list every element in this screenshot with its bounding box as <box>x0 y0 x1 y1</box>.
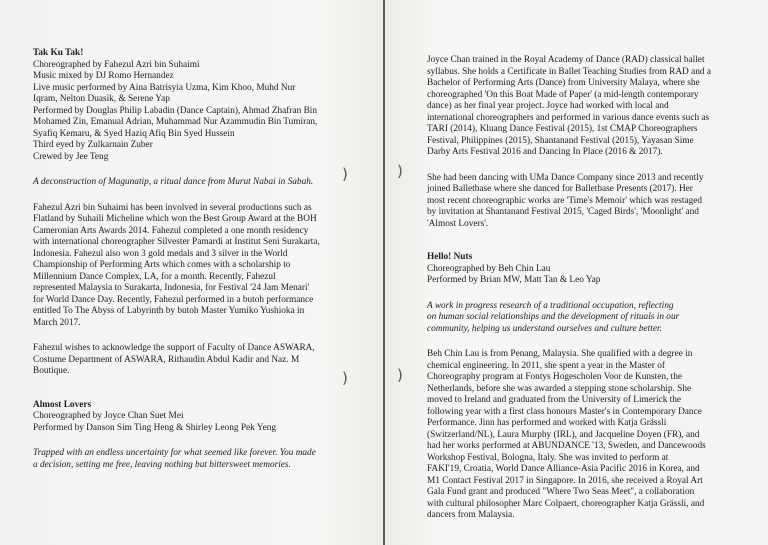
bio-line: choreographed 'On this Boat Made of Paper' (a mid-length contemporary <box>427 89 699 100</box>
bio-line: most recent choreographic works are 'Time's Memoir' which was restaged <box>427 195 702 206</box>
credit-line: Third eyed by Zulkarnain Zuber <box>33 140 153 150</box>
bio-line: joined Balletbase where she danced for Balletbase Presents (2017). Her <box>427 184 693 194</box>
bio-line: She had been dancing with UMa Dance Company since 2013 and recently <box>427 172 704 183</box>
bio-line: TARI (2014), Kluang Dance Festival (2015), 1st CMAP Choreographers <box>427 124 698 134</box>
bio-fahezul <box>33 203 343 330</box>
bio-line: moved to Ireland and graduated from the University of Limerick the <box>427 395 682 405</box>
credit-line: Choreographed by Joyce Chan Suet Mei <box>33 411 184 421</box>
credit-line: Performed by Douglas Philip Labadin (Dance Captain), Ahmad Zhafran Bin <box>33 105 317 116</box>
binding-hole-mark: ) <box>342 165 348 183</box>
tagline-tak-ku-tak: A deconstruction of Magunatip, a ritual dance from Murut Nabai in Sabah. <box>33 177 314 187</box>
bio-line: with international choreographer Silvester Pamardi at Institut Seni Surakarta, <box>33 237 320 247</box>
bio-line: Championship of Performing Arts which comes with a scholarship to <box>33 260 291 270</box>
tagline-line: community, helping us understand ourselves and culture better. <box>427 323 662 334</box>
credits-hello-nuts <box>427 264 742 287</box>
tagline-line: on human social relationships and the development of rituals in our <box>427 312 680 322</box>
bio-line: for World Dance Day. Recently, Fahezul performed in a butoh performance <box>33 294 314 305</box>
credit-line: Syafiq Kemaru, & Syed Haziq Afiq Bin Syed Hussein <box>33 128 235 139</box>
piece-title-hello-nuts: Hello! Nuts <box>427 252 473 262</box>
credit-line: Music mixed by DJ Romo Hernandez <box>33 71 174 81</box>
credit-line: Choreographed by Fahezul Azri bin Suhaimi <box>33 59 200 70</box>
bio-line: Performance. Jinn has performed and worked with Katja Grässli <box>427 418 667 428</box>
right-column <box>427 55 742 522</box>
tagline-line: A work in progress research of a traditional occupation, reflecting <box>427 300 674 311</box>
binding-hole-mark: ) <box>342 369 348 387</box>
bio-line: March 2017. <box>33 317 81 328</box>
left-page <box>0 0 383 545</box>
bio-line: syllabus. She holds a Certificate in Ballet Teaching Studies from RAD and a <box>427 66 711 77</box>
tagline-line: Trapped with an endless uncertainty for what seemed like forever. You made <box>33 448 316 458</box>
credit-line: Crewed by Jee Teng <box>33 151 109 162</box>
credits-almost-lovers <box>33 411 343 434</box>
bio-line: by invitation at Shantanand Festival 2015, 'Caged Birds', 'Moonlight' and <box>427 207 699 217</box>
acknowledgement-fahezul <box>33 343 343 378</box>
bio-line: 'Almost Lovers'. <box>427 218 489 229</box>
bio-line: entitled To The Abyss of Labyrinth by butoh Master Yumiko Yushioka in <box>33 306 305 316</box>
credit-line: Performed by Brian MW, Matt Tan & Leo Yap <box>427 275 601 285</box>
bio-line: Joyce Chan trained in the Royal Academy of Dance (RAD) classical ballet <box>427 55 705 65</box>
bio-line: Netherlands, before she was awarded a stepping stone scholarship. She <box>427 383 692 394</box>
bio-line: Flatland by Suhaili Micheline which won the Best Group Award at the BOH <box>33 214 317 224</box>
tagline-almost-lovers <box>33 448 343 471</box>
bio-line: following year with a first class honours Master's in Contemporary Dance <box>427 406 702 417</box>
credit-line: Choreographed by Beh Chin Lau <box>427 263 551 274</box>
bio-line: Fahezul Azri bin Suhaimi has been involved in several productions such as <box>33 202 312 213</box>
bio-joyce <box>427 55 742 159</box>
bio-line: Millennium Dance Complex, LA, for a month. Recently, Fahezul <box>33 271 276 282</box>
bio-line: Indonesia. Fahezul also won 3 gold medals and 3 silver in the World <box>33 248 288 259</box>
binding-hole-mark: ) <box>397 162 403 180</box>
piece-title-tak-ku-tak: Tak Ku Tak! <box>33 48 84 58</box>
bio-line: Festival, Philippines (2015), Shantanand Festival (2015), Yayasan Sime <box>427 135 694 146</box>
credits-tak-ku-tak <box>33 60 343 164</box>
bio-line: Choreography program at Fontys Hogescholen Voor de Kunsten, the <box>427 372 683 382</box>
bio-line: Beh Chin Lau is from Penang, Malaysia. She qualified with a degree in <box>427 349 693 359</box>
bio-line: international choreographers and performed in various dance events such as <box>427 112 710 123</box>
credit-line: Performed by Danson Sim Ting Heng & Shirley Leong Pek Yeng <box>33 422 277 433</box>
left-column <box>33 48 343 471</box>
bio-line: Gala Fund grant and produced "Where Two Seas Meet", a collaboration <box>427 487 695 497</box>
bio-line: dancers from Malaysia. <box>427 510 515 520</box>
credit-line: Live music performed by Aina Batrisyia Uzma, Kim Khoo, Muhd Nur <box>33 82 296 93</box>
bio-line: Workshop Festival, Bologna, Italy. She was invited to perform at <box>427 452 669 463</box>
bio-joyce-continued <box>427 173 742 231</box>
ack-line: Fahezul wishes to acknowledge the support of Faculty of Dance ASWARA, <box>33 343 315 353</box>
bio-line: Bachelor of Performing Arts (Dance) from University Malaya, where she <box>427 78 700 88</box>
bio-line: dance) as her final year project. Joyce had worked with local and <box>427 101 669 111</box>
right-page <box>385 0 768 545</box>
tagline-line: a decision, setting me free, leaving nothing but bittersweet memories. <box>33 459 291 470</box>
bio-beh-chin-lau <box>427 349 742 522</box>
bio-line: chemical engineering. In 2011, she spent a year in the Master of <box>427 360 665 371</box>
bio-line: M1 Contact Festival 2017 in Singapore. In 2016, she received a Royal Art <box>427 475 703 486</box>
ack-line: Boutique. <box>33 366 70 376</box>
credit-line: Iqram, Nelton Duasik, & Serene Yap <box>33 94 170 104</box>
ack-line: Costume Department of ASWARA, Rithaudin Abdul Kadir and Naz. M <box>33 354 300 365</box>
bio-line: FAKI'19, Croatia, World Dance Alliance-Asia Pacific 2016 in Korea, and <box>427 464 700 474</box>
bio-line: (Switzerland/NL), Laura Murphy (IRL), and Jacqueline Doyen (FR), and <box>427 429 700 440</box>
binding-hole-mark: ) <box>397 366 403 384</box>
credit-line: Mohamed Zin, Emanual Adrian, Muhammad Nur Azammudin Bin Tumiran, <box>33 117 318 127</box>
piece-title-almost-lovers: Almost Lovers <box>33 399 92 410</box>
bio-line: represented Malaysia to Surakarta, Indonesia, for Festival '24 Jam Menari' <box>33 283 310 293</box>
bio-line: Cameronian Arts Awards 2014. Fahezul completed a one month residency <box>33 225 309 236</box>
bio-line: Darby Arts Festival 2016 and Dancing In Place (2016 & 2017). <box>427 147 663 157</box>
bio-line: with cultural philosopher Marc Colpaert, choreographer Katja Grässli, and <box>427 498 705 509</box>
tagline-hello-nuts <box>427 301 742 336</box>
bio-line: had her works performed at ABUNDANCE '13, Sweden, and Dancewoods <box>427 441 706 451</box>
